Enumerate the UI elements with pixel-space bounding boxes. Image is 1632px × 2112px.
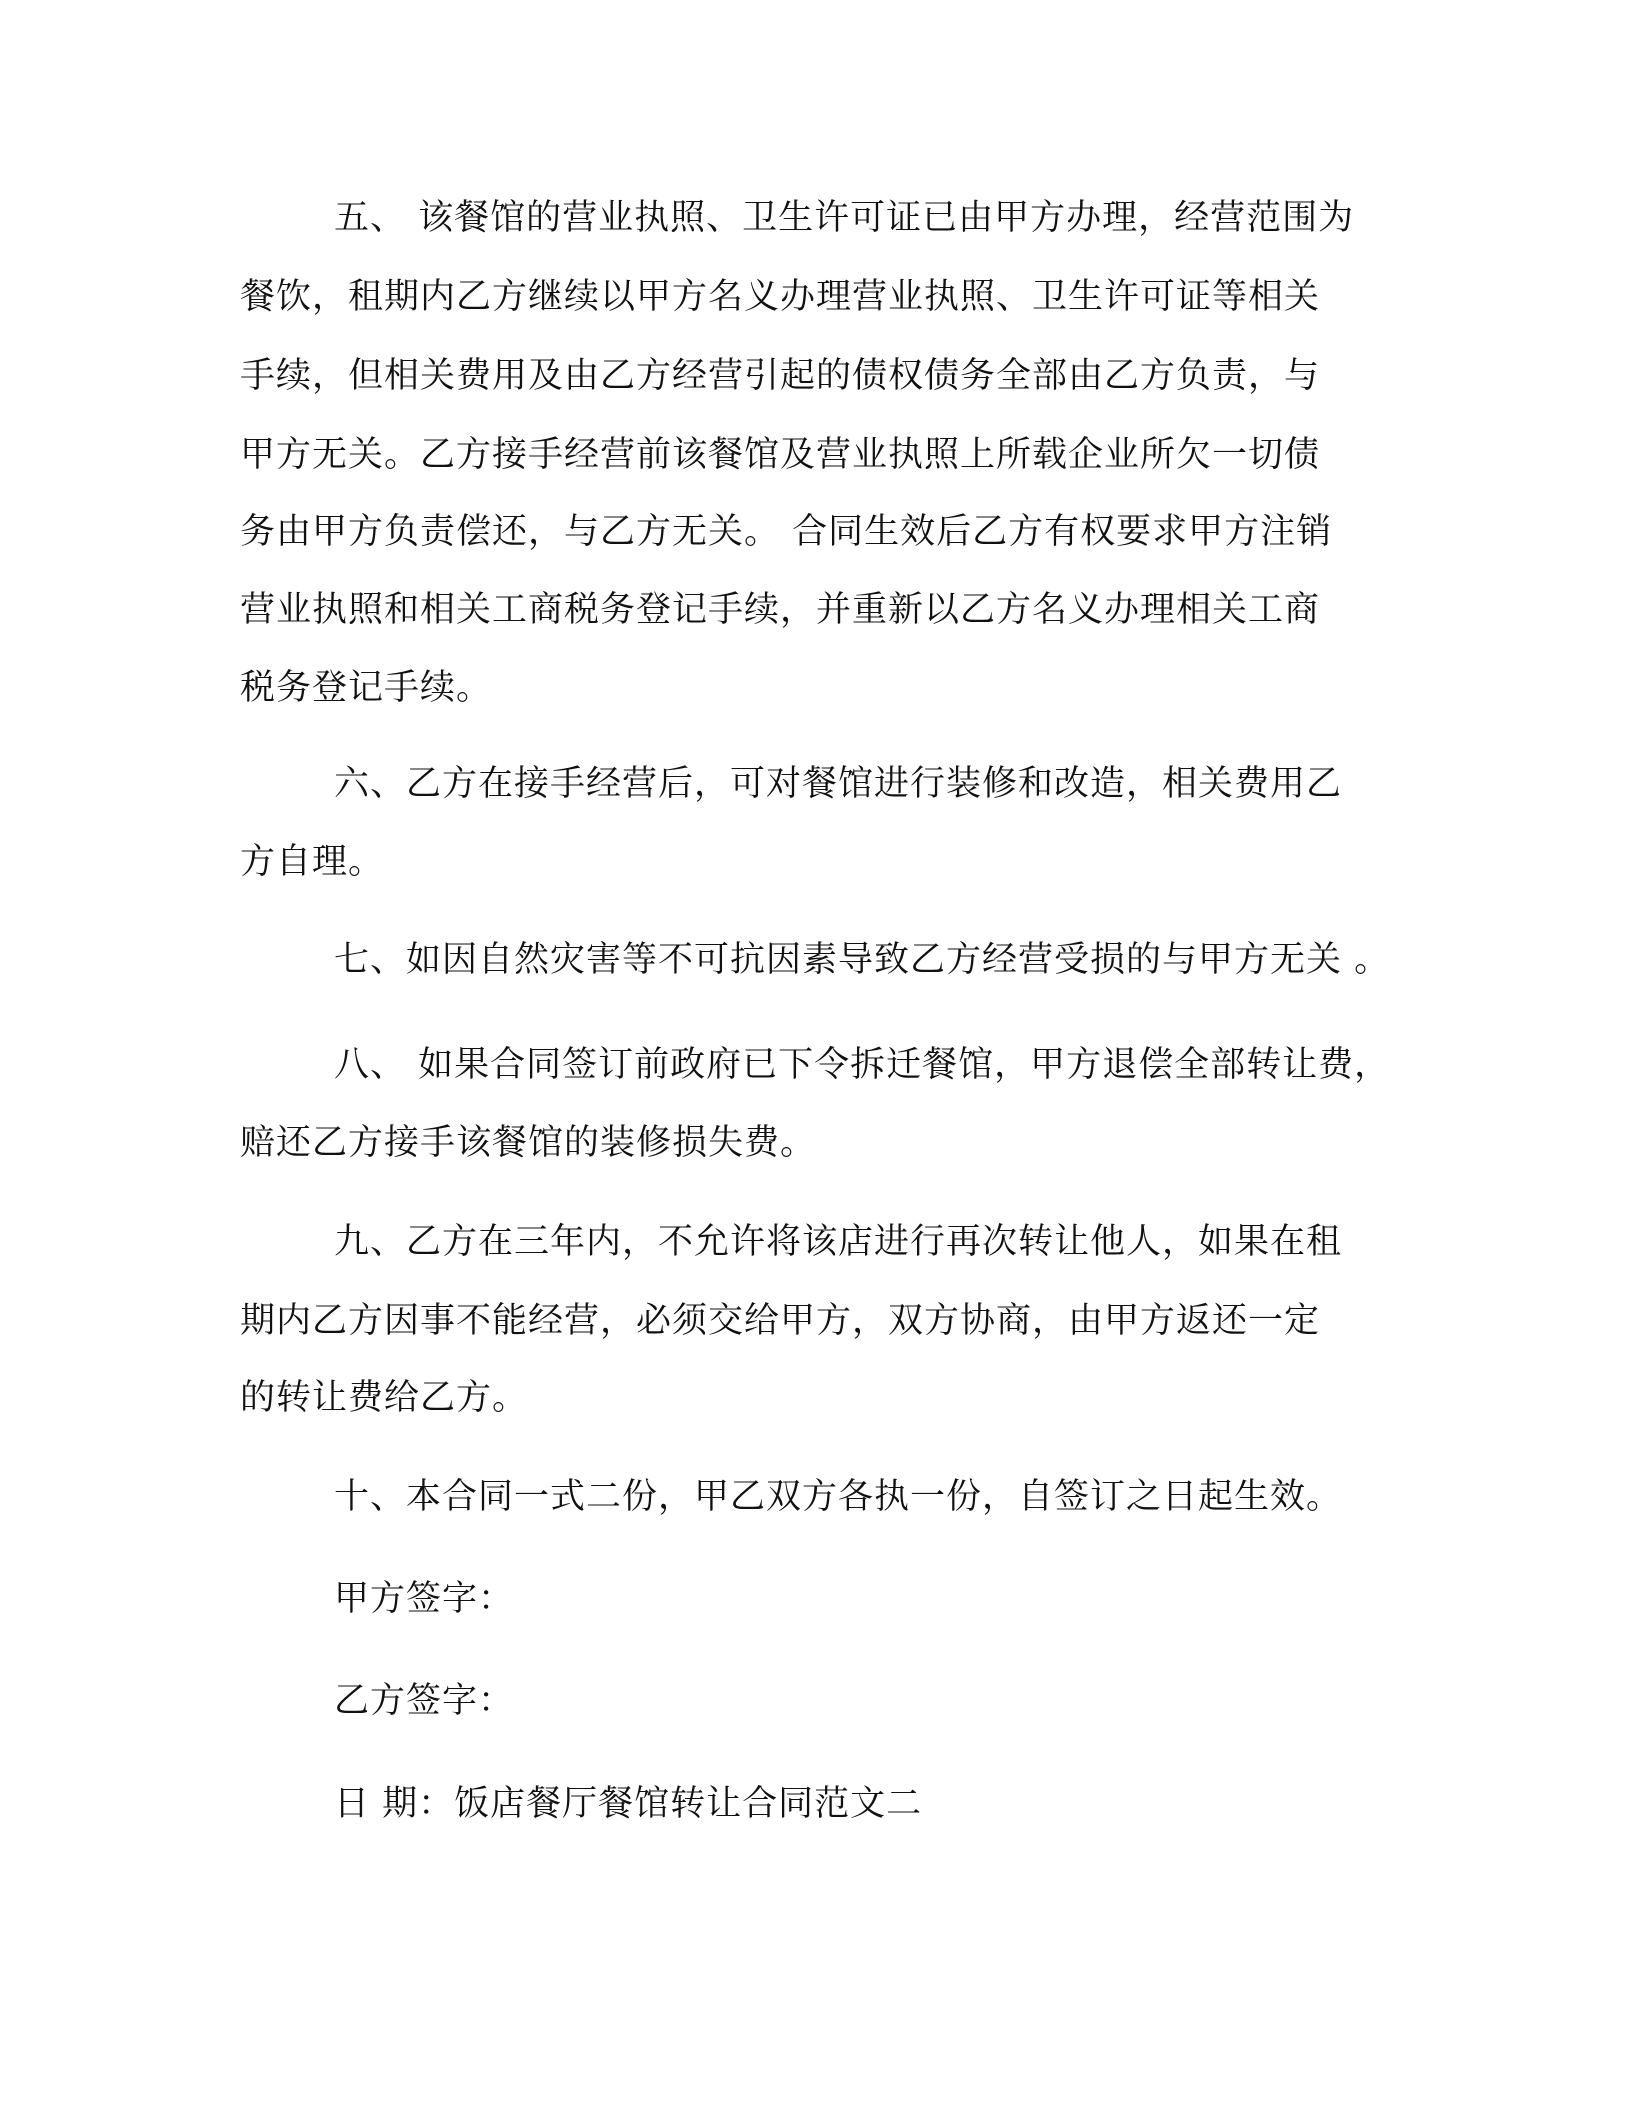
- party-a-signature-label: 甲方签字：: [334, 1579, 515, 1619]
- clause-7-line-1: 七、如因自然灾害等不可抗因素导致乙方经营受损的与甲方无关 。: [334, 940, 1391, 980]
- clause-9-line-1: 九、乙方在三年内，不允许将该店进行再次转让他人，如果在租: [334, 1222, 1343, 1262]
- clause-5-line-4: 甲方无关。乙方接手经营前该餐馆及营业执照上所载企业所欠一切债: [240, 435, 1321, 475]
- clause-5-line-6: 营业执照和相关工商税务登记手续，并重新以乙方名义办理相关工商: [240, 590, 1321, 630]
- clause-8-line-1: 八、 如果合同签订前政府已下令拆迁餐馆，甲方退偿全部转让费，: [334, 1045, 1391, 1085]
- clause-9-line-2: 期内乙方因事不能经营，必须交给甲方，双方协商，由甲方返还一定: [240, 1301, 1321, 1341]
- clause-8-line-2: 赔还乙方接手该餐馆的装修损失费。: [240, 1123, 817, 1163]
- clause-5-line-7: 税务登记手续。: [240, 668, 493, 708]
- party-b-signature-label: 乙方签字：: [334, 1681, 515, 1721]
- clause-10-line-1: 十、本合同一式二份，甲乙双方各执一份，自签订之日起生效。: [334, 1477, 1343, 1517]
- clause-9-line-3: 的转让费给乙方。: [240, 1378, 529, 1418]
- clause-5-line-2: 餐饮，租期内乙方继续以甲方名义办理营业执照、卫生许可证等相关: [240, 277, 1321, 317]
- clause-6-line-1: 六、乙方在接手经营后，可对餐馆进行装修和改造，相关费用乙: [334, 764, 1343, 804]
- clause-5-line-1: 五、 该餐馆的营业执照、卫生许可证已由甲方办理，经营范围为: [334, 198, 1355, 238]
- clause-6-line-2: 方自理。: [240, 842, 385, 882]
- clause-5-line-3: 手续，但相关费用及由乙方经营引起的债权债务全部由乙方负责，与: [240, 356, 1321, 396]
- clause-5-line-5: 务由甲方负责偿还，与乙方无关。 合同生效后乙方有权要求甲方注销: [240, 512, 1333, 552]
- date-label: 日 期：饭店餐厅餐馆转让合同范文二: [334, 1784, 923, 1824]
